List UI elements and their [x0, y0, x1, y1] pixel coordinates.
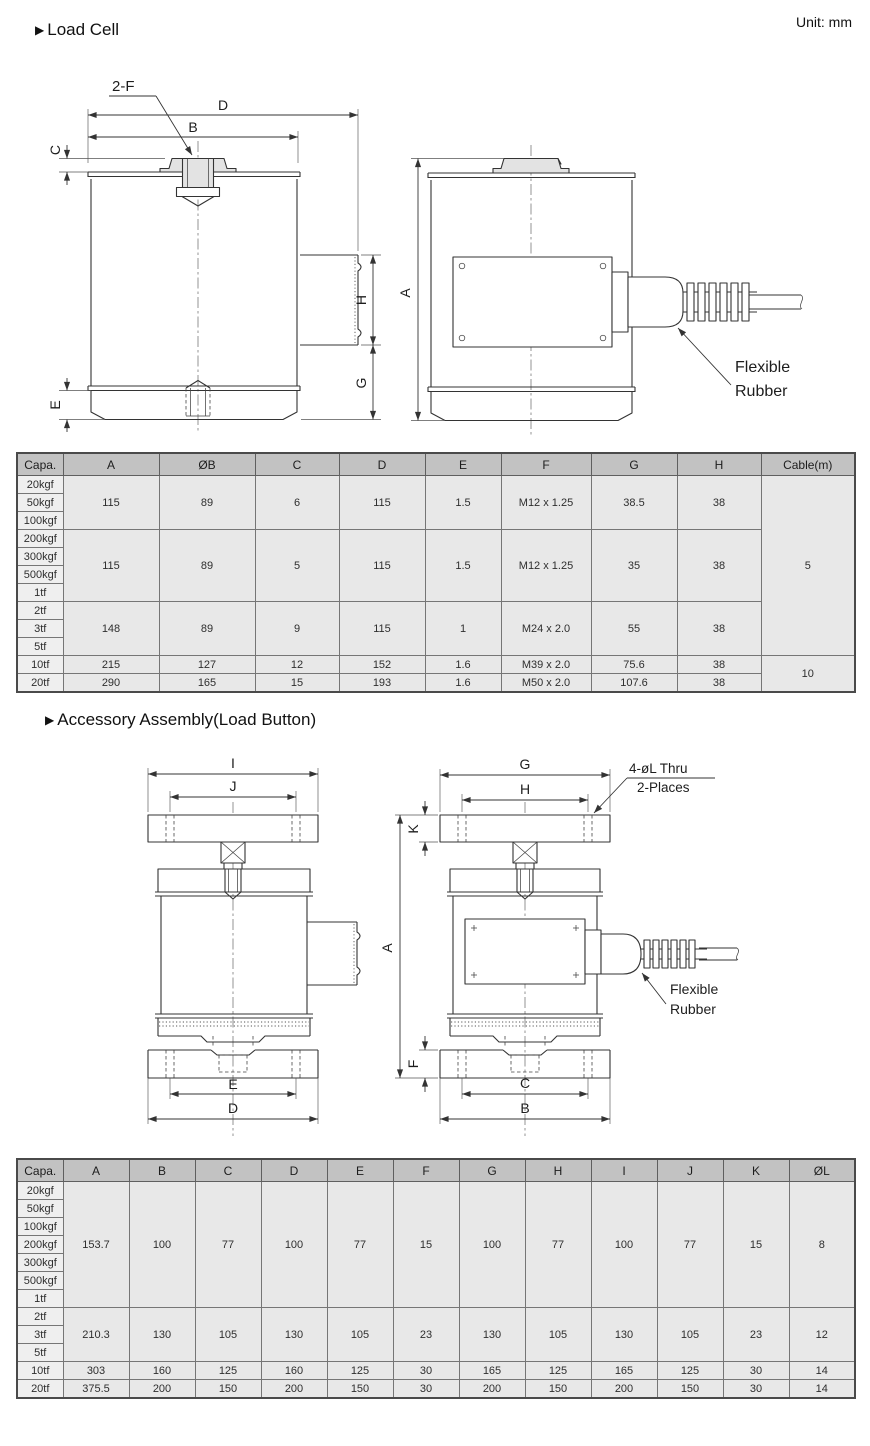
unit-label: Unit: mm [796, 14, 852, 30]
value-cell: 38 [677, 476, 761, 530]
value-cell: 115 [63, 530, 159, 602]
value-cell: 130 [591, 1308, 657, 1362]
table-row [17, 656, 855, 674]
column-header: C [255, 453, 339, 476]
value-cell: 200 [261, 1380, 327, 1399]
value-cell: 105 [525, 1308, 591, 1362]
dim-label-c: C [47, 144, 63, 156]
value-cell: 77 [525, 1182, 591, 1308]
value-cell: 193 [339, 674, 425, 693]
value-cell: 115 [339, 530, 425, 602]
value-cell: 8 [789, 1182, 855, 1308]
capacity-cell: 20tf [17, 1380, 63, 1399]
value-cell: 30 [393, 1380, 459, 1399]
capacity-cell: 200kgf [17, 1236, 63, 1254]
value-cell: 215 [63, 656, 159, 674]
capacity-cell: 1tf [17, 584, 63, 602]
section-marker-icon: ▶ [35, 23, 45, 37]
value-cell: 150 [657, 1380, 723, 1399]
section-title-load-cell [35, 20, 119, 40]
value-cell: 89 [159, 530, 255, 602]
table-header-row [17, 1159, 855, 1182]
value-cell: 115 [339, 476, 425, 530]
column-header: F [501, 453, 591, 476]
value-cell: 165 [591, 1362, 657, 1380]
capacity-cell: 20tf [17, 674, 63, 693]
value-cell: 77 [327, 1182, 393, 1308]
value-cell: 200 [459, 1380, 525, 1399]
value-cell: 153.7 [63, 1182, 129, 1308]
capacity-cell: 2tf [17, 1308, 63, 1326]
value-cell: 77 [657, 1182, 723, 1308]
value-cell: 12 [789, 1308, 855, 1362]
table-header-row [17, 453, 855, 476]
column-header: I [591, 1159, 657, 1182]
value-cell: 290 [63, 674, 159, 693]
value-cell: 125 [657, 1362, 723, 1380]
value-cell: 125 [327, 1362, 393, 1380]
value-cell: 1.5 [425, 476, 501, 530]
load-cell-drawing [15, 55, 855, 452]
dim-label-d: D [227, 1100, 239, 1116]
value-cell: 89 [159, 476, 255, 530]
dim-label-e: E [47, 400, 63, 410]
column-header: A [63, 453, 159, 476]
value-cell: 148 [63, 602, 159, 656]
table-row [17, 1308, 855, 1326]
value-cell: 9 [255, 602, 339, 656]
value-cell: 38.5 [591, 476, 677, 530]
value-cell: 130 [129, 1308, 195, 1362]
value-cell: 150 [327, 1380, 393, 1399]
dim-label-h: H [519, 781, 531, 797]
value-cell: M39 x 2.0 [501, 656, 591, 674]
column-header: Capa. [17, 453, 63, 476]
dim-label-b: B [520, 1100, 530, 1116]
value-cell: 1.5 [425, 530, 501, 602]
column-header: E [425, 453, 501, 476]
value-cell: 115 [63, 476, 159, 530]
value-cell: 5 [761, 476, 855, 656]
column-header: J [657, 1159, 723, 1182]
value-cell: 30 [723, 1362, 789, 1380]
column-header: B [129, 1159, 195, 1182]
flexible-rubber-label-2: Rubber [670, 1001, 716, 1017]
value-cell: 38 [677, 674, 761, 693]
capacity-cell: 100kgf [17, 1218, 63, 1236]
value-cell: 15 [723, 1182, 789, 1308]
capacity-cell: 5tf [17, 1344, 63, 1362]
dim-label-a: A [379, 943, 395, 953]
value-cell: 152 [339, 656, 425, 674]
column-header: H [677, 453, 761, 476]
value-cell: 210.3 [63, 1308, 129, 1362]
column-header: C [195, 1159, 261, 1182]
value-cell: 23 [393, 1308, 459, 1362]
dim-label-h: H [353, 294, 369, 306]
table-row [17, 602, 855, 620]
table-row [17, 530, 855, 548]
column-header: ØL [789, 1159, 855, 1182]
rubber-boot [601, 934, 641, 974]
value-cell: 150 [525, 1380, 591, 1399]
value-cell: 1.6 [425, 674, 501, 693]
value-cell: 89 [159, 602, 255, 656]
dim-label-a: A [397, 288, 413, 298]
nameplate [465, 919, 585, 984]
value-cell: 14 [789, 1380, 855, 1399]
table-row [17, 476, 855, 494]
dim-label-c: C [519, 1075, 531, 1091]
value-cell: 165 [159, 674, 255, 693]
column-header: F [393, 1159, 459, 1182]
value-cell: 125 [195, 1362, 261, 1380]
value-cell: 125 [525, 1362, 591, 1380]
column-header: Cable(m) [761, 453, 855, 476]
value-cell: M12 x 1.25 [501, 530, 591, 602]
cable [699, 948, 737, 960]
column-header: D [261, 1159, 327, 1182]
dim-label-f: F [405, 1059, 421, 1069]
corrugated-sleeve [683, 283, 757, 321]
accessory-dimension-table [16, 1158, 856, 1399]
table-row [17, 1362, 855, 1380]
value-cell: 1 [425, 602, 501, 656]
value-cell: 130 [459, 1308, 525, 1362]
value-cell: 105 [657, 1308, 723, 1362]
value-cell: 15 [255, 674, 339, 693]
dim-label-g: G [353, 377, 369, 389]
load-button-plate [440, 815, 610, 842]
value-cell: 105 [195, 1308, 261, 1362]
dim-label-i: I [231, 755, 235, 771]
value-cell: 15 [393, 1182, 459, 1308]
table-row [17, 1182, 855, 1200]
value-cell: 12 [255, 656, 339, 674]
bolt-callout-label: 2-F [112, 78, 135, 95]
value-cell: 100 [261, 1182, 327, 1308]
capacity-cell: 10tf [17, 1362, 63, 1380]
capacity-cell: 500kgf [17, 566, 63, 584]
section-title-text: Accessory Assembly(Load Button) [57, 710, 317, 729]
value-cell: 100 [459, 1182, 525, 1308]
value-cell: 105 [327, 1308, 393, 1362]
capacity-cell: 20kgf [17, 1182, 63, 1200]
capacity-cell: 3tf [17, 1326, 63, 1344]
capacity-cell: 1tf [17, 1290, 63, 1308]
value-cell: 160 [129, 1362, 195, 1380]
holes-callout-line1: 4-øL Thru [629, 761, 688, 776]
load-cell-dimension-table [16, 452, 856, 693]
accessory-assembly-drawing [15, 742, 855, 1144]
value-cell: 107.6 [591, 674, 677, 693]
column-header: Capa. [17, 1159, 63, 1182]
value-cell: 200 [591, 1380, 657, 1399]
flexible-rubber-label-1: Flexible [735, 359, 791, 376]
value-cell: 30 [393, 1362, 459, 1380]
dim-label-j: J [229, 778, 237, 794]
capacity-cell: 200kgf [17, 530, 63, 548]
corrugated-sleeve [641, 940, 707, 968]
nameplate [453, 257, 612, 347]
value-cell: 14 [789, 1362, 855, 1380]
column-header: D [339, 453, 425, 476]
cable [749, 295, 801, 309]
load-cell-front-view [88, 141, 361, 433]
value-cell: 38 [677, 602, 761, 656]
dim-label-d: D [217, 97, 229, 113]
value-cell: 35 [591, 530, 677, 602]
value-cell: M50 x 2.0 [501, 674, 591, 693]
holes-callout-line2: 2-Places [637, 780, 690, 795]
column-header: G [591, 453, 677, 476]
capacity-cell: 50kgf [17, 494, 63, 512]
capacity-cell: 2tf [17, 602, 63, 620]
value-cell: 115 [339, 602, 425, 656]
value-cell: 303 [63, 1362, 129, 1380]
value-cell: 77 [195, 1182, 261, 1308]
assembly-front-view [148, 802, 360, 1136]
column-header: H [525, 1159, 591, 1182]
value-cell: 10 [761, 656, 855, 693]
capacity-cell: 3tf [17, 620, 63, 638]
value-cell: 100 [129, 1182, 195, 1308]
capacity-cell: 300kgf [17, 1254, 63, 1272]
value-cell: M24 x 2.0 [501, 602, 591, 656]
value-cell: 130 [261, 1308, 327, 1362]
capacity-cell: 300kgf [17, 548, 63, 566]
column-header: K [723, 1159, 789, 1182]
value-cell: 6 [255, 476, 339, 530]
value-cell: 38 [677, 530, 761, 602]
value-cell: 1.6 [425, 656, 501, 674]
assembly-side-view [440, 802, 739, 1136]
value-cell: 200 [129, 1380, 195, 1399]
value-cell: 23 [723, 1308, 789, 1362]
column-header: A [63, 1159, 129, 1182]
value-cell: 75.6 [591, 656, 677, 674]
column-header: E [327, 1159, 393, 1182]
flexible-rubber-label-1: Flexible [670, 981, 719, 997]
capacity-cell: 500kgf [17, 1272, 63, 1290]
dim-label-e: E [228, 1076, 238, 1092]
rubber-boot [628, 277, 683, 327]
dim-label-b: B [188, 119, 198, 135]
value-cell: M12 x 1.25 [501, 476, 591, 530]
table-row [17, 674, 855, 693]
value-cell: 55 [591, 602, 677, 656]
value-cell: 165 [459, 1362, 525, 1380]
value-cell: 127 [159, 656, 255, 674]
capacity-cell: 10tf [17, 656, 63, 674]
capacity-cell: 5tf [17, 638, 63, 656]
column-header: G [459, 1159, 525, 1182]
value-cell: 100 [591, 1182, 657, 1308]
value-cell: 375.5 [63, 1380, 129, 1399]
value-cell: 38 [677, 656, 761, 674]
capacity-cell: 20kgf [17, 476, 63, 494]
value-cell: 5 [255, 530, 339, 602]
section-title-accessory [45, 710, 316, 730]
value-cell: 150 [195, 1380, 261, 1399]
section-title-text: Load Cell [47, 20, 120, 39]
column-header: ØB [159, 453, 255, 476]
dim-label-k: K [405, 824, 421, 834]
load-button-plate [148, 815, 318, 842]
section-marker-icon: ▶ [45, 713, 55, 727]
capacity-cell: 100kgf [17, 512, 63, 530]
table-row [17, 1380, 855, 1399]
value-cell: 30 [723, 1380, 789, 1399]
value-cell: 160 [261, 1362, 327, 1380]
flexible-rubber-label-2: Rubber [735, 383, 788, 400]
dim-label-g: G [519, 756, 531, 772]
capacity-cell: 50kgf [17, 1200, 63, 1218]
